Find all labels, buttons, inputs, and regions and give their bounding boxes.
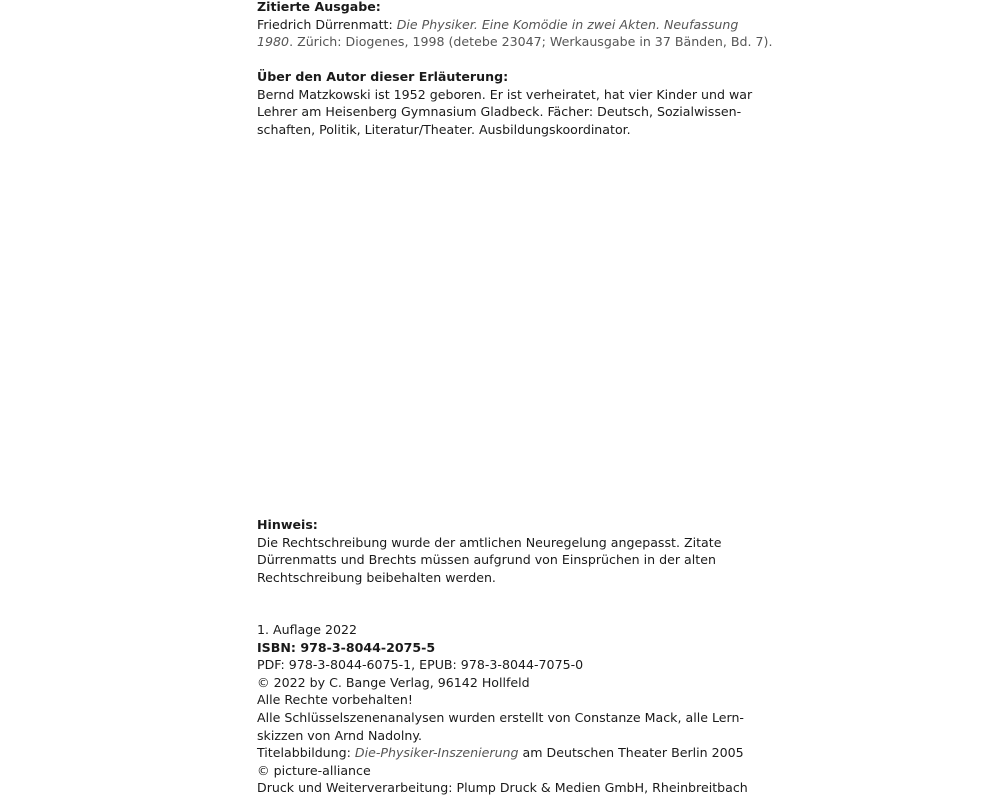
imprint-rights: Alle Rechte vorbehalten!: [257, 692, 413, 708]
note-line: Rechtschreibung beibehalten werden.: [257, 569, 496, 585]
imprint-ebook-isbns: PDF: 978-3-8044-6075-1, EPUB: 978-3-8044-7075-0: [257, 657, 584, 673]
about-author-heading: Über den Autor dieser Erläuterung:: [257, 69, 509, 84]
cited-edition-line-1: [257, 16, 757, 34]
cited-edition-section: [257, 0, 773, 51]
cited-edition-line-2: [257, 33, 773, 51]
cited-edition-title-year: 1980: [257, 34, 290, 50]
imprint-edition: 1. Auflage 2022: [257, 622, 358, 637]
imprint-credits-line-2: skizzen von Arnd Nadolny.: [257, 727, 422, 743]
note-heading: Hinweis:: [257, 517, 318, 532]
about-author-line: Bernd Matzkowski ist 1952 geboren. Er ist verheiratet, hat vier Kinder und war: [257, 86, 753, 102]
note-section: [257, 516, 757, 586]
imprint-section: [257, 621, 757, 797]
about-author-line: Lehrer am Heisenberg Gymnasium Gladbeck. Fächer: Deutsch, Sozialwissen-: [257, 104, 742, 120]
imprint-cover-prefix: Titelabbildung:: [257, 745, 355, 761]
imprint-printer: Druck und Weiterverarbeitung: Plump Druck & Medien GmbH, Rheinbreitbach: [257, 780, 748, 796]
cited-edition-heading: Zitierte Ausgabe:: [257, 0, 381, 14]
imprint-cover-title: Die-Physiker-Inszenierung: [354, 745, 519, 761]
imprint-cover-credit: [257, 744, 757, 762]
note-line: Dürrenmatts und Brechts müssen aufgrund von Einsprüchen in der alten: [257, 552, 716, 568]
imprint-credits-line-1: Alle Schlüsselszenenanalysen wurden erstellt von Constanze Mack, alle Lern-: [257, 709, 744, 725]
cited-edition-publication: . Zürich: Diogenes, 1998 (detebe 23047; Werkausgabe in 37 Bänden, Bd. 7).: [289, 34, 773, 50]
about-author-line: schaften, Politik, Literatur/Theater. Ausbildungskoordinator.: [257, 121, 631, 137]
imprint-copyright: © 2022 by C. Bange Verlag, 96142 Hollfeld: [257, 674, 530, 690]
note-line: Die Rechtschreibung wurde der amtlichen Neuregelung angepasst. Zitate: [257, 534, 722, 550]
about-author-section: [257, 68, 757, 138]
imprint-isbn: ISBN: 978-3-8044-2075-5: [257, 639, 436, 655]
imprint-cover-suffix: am Deutschen Theater Berlin 2005: [518, 745, 744, 761]
book-page: [257, 0, 773, 800]
cited-edition-title: Die Physiker. Eine Komödie in zwei Akten. Neufassung: [396, 16, 739, 32]
imprint-photo-credit: © picture-alliance: [257, 762, 371, 778]
cited-edition-author: Friedrich Dürrenmatt:: [257, 16, 397, 32]
